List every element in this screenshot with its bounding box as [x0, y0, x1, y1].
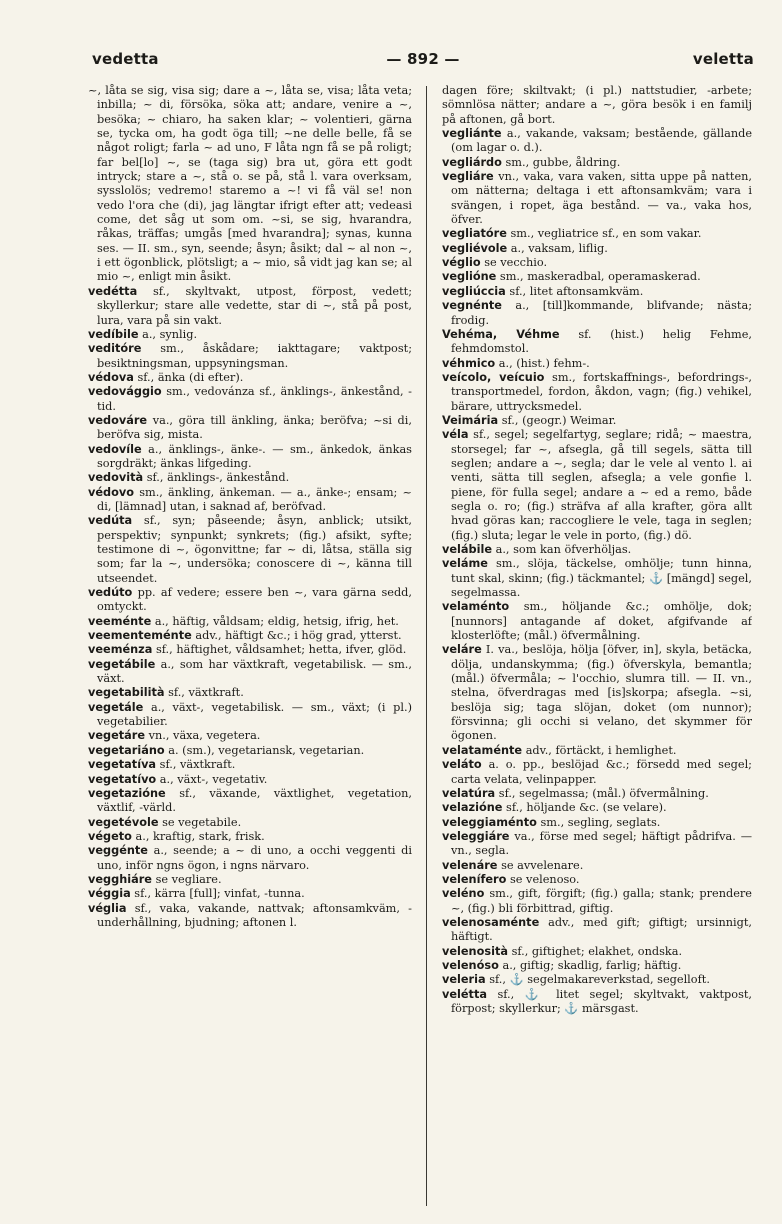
dictionary-entry [442, 242, 752, 256]
entry-definition: vn., vaka, vara vaken, sitta uppe på natten, om nätterna; deltaga i ett aftonsamkväm; vara i svängen, i ropet, äga bestånd. — va., vaka hos, öfver. [451, 170, 752, 227]
entry-headword: vegnénte [442, 299, 502, 313]
dictionary-entry [88, 787, 412, 816]
entry-headword: velenáre [442, 858, 498, 872]
entry-definition: sm., gubbe, åldring. [505, 155, 621, 169]
right-column [442, 84, 752, 1214]
dictionary-entry [442, 127, 752, 156]
entry-definition: se vegliare. [155, 872, 222, 886]
entry-definition: sm., segling, seglats. [540, 815, 661, 829]
entry-headword: véglia [88, 901, 127, 915]
entry-headword: véla [442, 428, 469, 442]
dictionary-entry [442, 285, 752, 299]
dictionary-entry [442, 543, 752, 557]
left-column [88, 84, 412, 1214]
entry-headword: vegliúccia [442, 284, 506, 298]
entry-definition: sf., häftighet, våldsamhet; hetta, ifver, glöd. [155, 643, 407, 657]
entry-headword: védovo [88, 485, 134, 499]
dictionary-entry [88, 773, 412, 787]
dictionary-entry [442, 299, 752, 328]
entry-definition: sf., växtkraft. [168, 686, 244, 700]
dictionary-entry [442, 557, 752, 600]
entry-definition: sm., slöja, täckelse, omhölje; tunn hinna, tunt skal, skinn; (fig.) täckmantel; ⚓ [mängd] segel, segelmassa. [451, 557, 752, 600]
entry-definition: a., växt-, vegetativ. [159, 772, 268, 786]
dictionary-entry [88, 629, 412, 643]
entry-headword: vegghiáre [88, 872, 152, 886]
entry-headword: vegetále [88, 700, 144, 714]
dictionary-entry [88, 758, 412, 772]
left-guide-word: vedetta [92, 50, 159, 68]
entry-definition: a., synlig. [142, 327, 198, 341]
entry-definition: sm., vegliatrice sf., en som vakar. [510, 227, 702, 241]
column-divider [426, 86, 427, 1206]
entry-headword: vegetariáno [88, 743, 165, 757]
dictionary-entry [442, 227, 752, 241]
dictionary-entry [88, 486, 412, 515]
dictionary-entry [442, 787, 752, 801]
dictionary-entry [442, 428, 752, 543]
entry-definition: dagen före; skiltvakt; (i pl.) nattstudier, -arbete; sömnlösa nätter; andare a ~, göra besök i en familj på aftonen, gå bort. [442, 84, 752, 126]
entry-headword: vedovità [88, 471, 144, 485]
entry-definition: sm., maskeradbal, operamaskerad. [499, 270, 701, 284]
entry-headword: véglio [442, 256, 481, 270]
dictionary-entry [442, 973, 752, 987]
entry-headword: vedovíle [88, 442, 142, 456]
dictionary-entry [442, 873, 752, 887]
dictionary-entry [442, 959, 752, 973]
entry-headword: velatúra [442, 786, 496, 800]
entry-definition: pp. af vedere; essere ben ~, vara gärna sedd, omtyckt. [97, 586, 412, 614]
dictionary-entry [88, 902, 412, 931]
dictionary-entry [88, 615, 412, 629]
entry-definition: sf., segel; segelfartyg, seglare; ridå; ~ maestra, storsegel; far ~, afsegla, gå till segels, sätta till seglen; andare a ~, segla; dar le vele al vento l. ai venti, sätta till seglen, afsegla; a vele gonfie l. piene, för fulla segel; andare a ~ ed a remo, både segla o. ro; (fig.) sträfva af alla krafter, göra allt hvad göras kan; raccogliere le vele, taga in seglen; (fig.) sluta; legar le vele in porto, (fig.) dö. [451, 428, 752, 542]
entry-definition: a., som har växtkraft, vegetabilisk. — sm., växt. [97, 657, 412, 686]
entry-headword: vegliánte [442, 127, 502, 141]
entry-headword: Vehéma, Véhme [442, 327, 560, 341]
dictionary-entry [88, 342, 412, 371]
entry-headword: veditóre [88, 342, 142, 356]
dictionary-entry [88, 285, 412, 328]
dictionary-entry [88, 385, 412, 414]
entry-headword: végeto [88, 829, 132, 843]
entry-headword: vedovággio [88, 385, 162, 399]
entry-definition: a., som kan öfverhöljas. [495, 543, 632, 556]
page-number: — 892 — [386, 50, 460, 68]
right-guide-word: veletta [692, 50, 754, 68]
dictionary-entry [442, 328, 752, 357]
dictionary-entry [442, 170, 752, 227]
entry-headword: velaménto [442, 600, 510, 614]
dictionary-entry [88, 658, 412, 687]
dictionary-entry [442, 600, 752, 643]
dictionary-entry [442, 643, 752, 743]
entry-definition: sf., litet aftonsamkväm. [509, 284, 644, 298]
entry-definition: se velenoso. [509, 872, 580, 886]
entry-headword: vegetábile [88, 657, 156, 671]
entry-definition: a., (hist.) fehm-. [498, 356, 590, 370]
entry-headword: veláre [442, 643, 482, 657]
entry-definition: sm., åskådare; iakttagare; vaktpost; besiktningsman, uppsyningsman. [97, 342, 412, 370]
entry-headword: vegetévole [88, 815, 159, 829]
entry-headword: vegetazióne [88, 786, 166, 800]
entry-definition: se vecchio. [484, 256, 548, 270]
dictionary-entry [442, 256, 752, 270]
dictionary-entry [88, 887, 412, 901]
entry-headword: veláme [442, 557, 488, 571]
entry-definition: sf., kärra [full]; vinfat, -tunna. [134, 887, 305, 901]
entry-headword: velenosaménte [442, 915, 540, 929]
entry-headword: veggénte [88, 844, 148, 858]
entry-headword: veeménza [88, 643, 153, 657]
entry-definition: I. va., beslöja, hölja [öfver, in], skyla, betäcka, dölja, undanskymma; (fig.) öfverskyla, bemantla; (mål.) öfvermåla; ~ l'occhio, slumra till. — II. vn., stelna, öfverdragas med [is]skorpa; afsegla. ~si, beslöja sig; taga slöjan, doket (om nunnor); försvinna; gli occhi si velano, det skymmer för ögonen. [451, 643, 752, 743]
dictionary-entry [88, 328, 412, 342]
entry-headword: veléno [442, 887, 485, 901]
entry-definition: va., förse med segel; häftigt pådrifva. — vn., segla. [451, 829, 752, 858]
dictionary-entry [88, 471, 412, 485]
entry-headword: veleggiaménto [442, 815, 537, 829]
dictionary-entry [442, 830, 752, 859]
entry-headword: véggia [88, 887, 131, 901]
dictionary-entry [88, 830, 412, 844]
entry-definition: a., seende; a ~ di uno, a occhi veggenti di uno, inför ngns ögon, i ngns närvaro. [97, 844, 412, 872]
dictionary-entry [88, 729, 412, 743]
entry-definition: a., kraftig, stark, frisk. [135, 829, 265, 843]
dictionary-entry [88, 686, 412, 700]
entry-definition: sf., skyltvakt, utpost, förpost, vedett; skyllerkur; stare alle vedette, star di ~, stå på post, lura, vara på sin vakt. [97, 284, 412, 327]
dictionary-entry [442, 357, 752, 371]
entry-definition: sm., gift, förgift; (fig.) galla; stank; prendere ~, (fig.) bli förbittrad, giftig. [451, 887, 752, 915]
dictionary-entry [442, 816, 752, 830]
entry-headword: velenóso [442, 958, 499, 972]
entry-headword: vegliárdo [442, 155, 502, 169]
entry-definition: a., vakande, vaksam; bestående, gällande (om lagar o. d.). [451, 127, 752, 155]
entry-definition: ~, låta se sig, visa sig; dare a ~, låta se, visa; låta veta; inbilla; ~ di, försöka, söka att; andare, venire a ~, besöka; ~ chiaro, ha saken klar; ~ volentieri, gärna se, tycka om, ha godt öga till; ~ne delle belle, få se något roligt; farla ~ ad uno, F låta ngn få se på roligt; far bel[lo] ~, se (taga sig) bra ut, göra ett godt intryck; stare a ~, stå o. se på, stå l. vara overksam, sysslolös; vedremo! staremo a ~! vi få väl se! non vedo l'ora che (di), jag längtar ifrigt efter att; vedeasi come, det såg ut som om. ~si, se sig, hvarandra, råkas, träffas; umgås [med hvarandra]; synas, kunna ses. — II. sm., syn, seende; åsyn; åsikt; dal ~ al non ~, i ett ögonblick, plötsligt; a ~ mio, så vidt jag kan se; al mio ~, enligt min åsikt. [88, 84, 412, 284]
entry-headword: vedúto [88, 586, 133, 600]
entry-headword: vedováre [88, 413, 148, 427]
dictionary-entry [88, 443, 412, 472]
entry-headword: veícolo, veícuio [442, 370, 545, 384]
dictionary-entry [88, 371, 412, 385]
dictionary-entry [88, 844, 412, 873]
dictionary-entry [442, 801, 752, 815]
dictionary-entry [442, 371, 752, 414]
dictionary-entry [88, 514, 412, 586]
dictionary-entry [442, 859, 752, 873]
entry-headword: veláto [442, 758, 482, 772]
entry-headword: vegliáre [442, 170, 494, 184]
entry-headword: velataménte [442, 743, 523, 757]
entry-definition: sf., änklings-, änkestånd. [146, 471, 290, 485]
dictionary-entry [442, 887, 752, 916]
entry-definition: sf., ⚓ segelmakareverkstad, segelloft. [489, 973, 710, 987]
entry-headword: Veimária [442, 413, 499, 427]
dictionary-entry [88, 84, 412, 285]
entry-definition: sf., änka (di efter). [137, 370, 244, 384]
entry-definition: sf., giftighet; elakhet, ondska. [511, 944, 683, 958]
entry-definition: a., änklings-, änke-. — sm., änkedok, änkas sorgdräkt; änkas lifgeding. [97, 442, 412, 470]
entry-definition: a., häftig, våldsam; eldig, hetsig, ifrig, het. [154, 614, 399, 628]
dictionary-entry [442, 270, 752, 284]
entry-definition: sf., segelmassa; (mål.) öfvermålning. [498, 786, 709, 800]
entry-headword: velétta [442, 987, 487, 1001]
entry-headword: védova [88, 370, 134, 384]
entry-headword: vegliatóre [442, 227, 507, 241]
entry-headword: vedíbile [88, 327, 139, 341]
entry-definition: a., giftig; skadlig, farlig; häftig. [502, 958, 682, 972]
entry-definition: vn., växa, vegetera. [148, 729, 261, 743]
entry-definition: sf., höljande &c. (se velare). [506, 801, 667, 815]
entry-headword: veleria [442, 973, 486, 987]
dictionary-entry [442, 156, 752, 170]
dictionary-entry [442, 414, 752, 428]
entry-headword: velazióne [442, 801, 503, 815]
entry-definition: sf., vaka, vakande, nattvak; aftonsamkväm, -underhållning, bjudning; aftonen l. [97, 901, 412, 929]
entry-definition: va., göra till änkling, änka; beröfva; ~si di, beröfva sig, mista. [97, 413, 412, 442]
entry-headword: velábile [442, 543, 493, 556]
entry-headword: vedúta [88, 514, 133, 528]
dictionary-entry [442, 758, 752, 787]
entry-definition: adv., med gift; giftigt; ursinnigt, häftigt. [451, 915, 752, 944]
entry-definition: a., [till]kommande, blifvande; nästa; frodig. [451, 299, 752, 327]
dictionary-entry [88, 586, 412, 615]
entry-headword: velenífero [442, 872, 507, 886]
entry-headword: veeménte [88, 614, 152, 628]
dictionary-entry [88, 643, 412, 657]
entry-headword: vegliévole [442, 241, 508, 255]
entry-definition: adv., förtäckt, i hemlighet. [525, 743, 677, 757]
entry-headword: velenosità [442, 944, 508, 958]
page-header [92, 50, 754, 74]
dictionary-entry [88, 873, 412, 887]
entry-definition: sf. (hist.) helig Fehme, fehmdomstol. [451, 327, 752, 356]
dictionary-entry [88, 816, 412, 830]
entry-headword: vegetatíva [88, 758, 157, 772]
entry-definition: sm., fortskaffnings-, befordrings-, transportmedel, fordon, åkdon, vagn; (fig.) vehikel, bärare, uttrycksmedel. [451, 370, 752, 413]
entry-definition: sf., växtkraft. [159, 758, 236, 772]
dictionary-entry [442, 84, 752, 127]
entry-headword: veleggiáre [442, 829, 510, 843]
dictionary-entry [88, 701, 412, 730]
entry-definition: sf., syn; påseende; åsyn, anblick; utsikt, perspektiv; synpunkt; synkrets; (fig.) afsikt, syfte; testimone di ~, ögonvittne; far ~ di, låtsa, ställa sig som; far la ~, undersöka; conoscere di ~, känna till utseendet. [97, 514, 412, 585]
entry-definition: a., växt-, vegetabilisk. — sm., växt; (i pl.) vegetabilier. [97, 700, 412, 729]
entry-definition: se vegetabile. [162, 815, 242, 829]
entry-headword: veementeménte [88, 629, 192, 643]
entry-definition: a. (sm.), vegetariansk, vegetarian. [168, 743, 365, 757]
entry-definition: a. o. pp., beslöjad &c.; försedd med segel; carta velata, velinpapper. [451, 758, 752, 786]
entry-definition: sm., vedovánza sf., änklings-, änkestånd, -tid. [97, 385, 412, 413]
entry-definition: sf., ⚓ litet segel; skyltvakt, vaktpost, förpost; skyllerkur; ⚓ märsgast. [451, 987, 752, 1015]
entry-headword: vedétta [88, 284, 138, 298]
entry-definition: sf., växande, växtlighet, vegetation, växtlif, -värld. [97, 786, 412, 815]
entry-definition: sm., höljande &c.; omhölje, dok; [nunnors] antagande af doket, afgifvande af klosterlöfte; (mål.) öfvermålning. [451, 600, 752, 643]
entry-headword: vegetabilità [88, 686, 165, 700]
dictionary-entry [442, 916, 752, 945]
entry-headword: vegetatívo [88, 772, 157, 786]
entry-definition: sm., änkling, änkeman. — a., änke-; ensam; ~ di, [lämnad] utan, i saknad af, beröfvad. [97, 485, 412, 513]
dictionary-entry [442, 988, 752, 1017]
entry-definition: adv., häftigt &c.; i hög grad, ytterst. [195, 629, 402, 643]
dictionary-entry [88, 414, 412, 443]
entry-definition: a., vaksam, liflig. [510, 241, 608, 255]
entry-headword: vegetáre [88, 729, 146, 743]
dictionary-entry [88, 744, 412, 758]
entry-definition: se avvelenare. [501, 858, 584, 872]
entry-headword: véhmico [442, 356, 496, 370]
dictionary-entry [442, 945, 752, 959]
entry-definition: sf., (geogr.) Weimar. [501, 413, 617, 427]
entry-headword: veglióne [442, 270, 497, 284]
dictionary-entry [442, 744, 752, 758]
